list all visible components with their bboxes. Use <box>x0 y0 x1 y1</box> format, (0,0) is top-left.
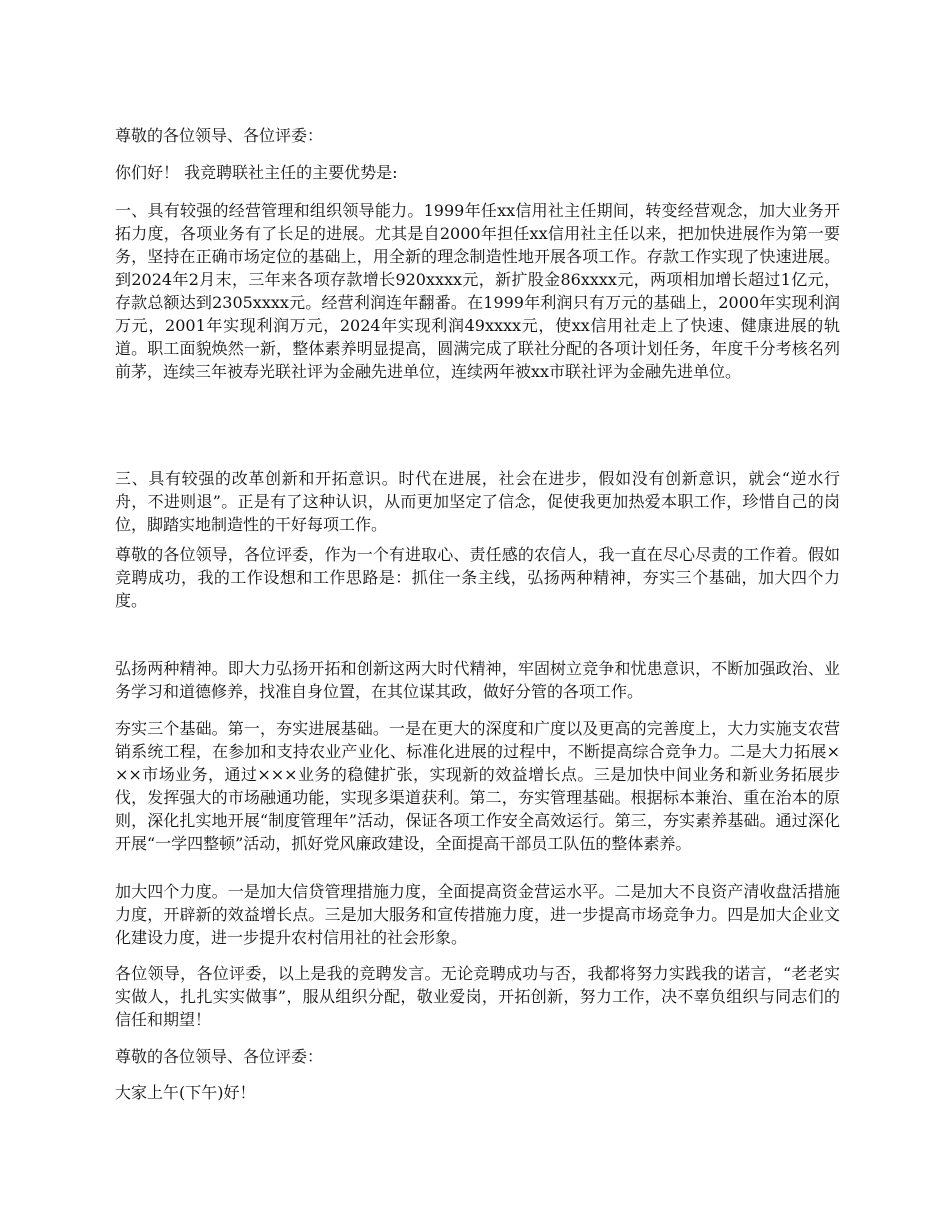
second-salutation: 尊敬的各位领导、各位评委： <box>115 1047 324 1066</box>
two-spirits-paragraph: 弘扬两种精神。即大力弘扬开拓和创新这两大时代精神，牢固树立竞争和忧患意识，不断加强政治、业务学习和道德修养，找准自身位置，在其位谋其政，做好分管的各项工作。 <box>115 659 840 701</box>
greeting-paragraph: 你们好！ 我竞聘联社主任的主要优势是: <box>115 163 398 182</box>
closing-paragraph: 各位领导，各位评委，以上是我的竞聘发言。无论竞聘成功与否，我都将努力实践我的诺言，“老老实实做人，扎扎实实做事”，服从组织分配，敬业爱岗，开拓创新，努力工作，决不辜负组织与同志们的信任和期望！ <box>115 964 840 1029</box>
salutation: 尊敬的各位领导、各位评委： <box>115 126 324 145</box>
second-greeting: 大家上午(下午)好！ <box>115 1083 256 1102</box>
advantage-one-paragraph: 一、具有较强的经营管理和组织领导能力。1999年任xx信用社主任期间，转变经营观念，加大业务开拓力度，各项业务有了长足的进展。尤其是自2000年担任xx信用社主任以来，把加快进展作为第一要务，坚持在正确市场定位的基础上，用全新的理念制造性地开展各项工作。存款工作实现了快速进展。到2024年2月末，三年来各项存款增长920xxxx元，新扩股金86xxxx元，两项相加增长超过1亿元，存款总额达到2305xxxx元。经营利润连年翻番。在1999年利润只有万元的基础上，2000年实现利润万元，2001年实现利润万元，2024年实现利润49xxxx元，使xx信用社走上了快速、健康进展的轨道。职工面貌焕然一新，整体素养明显提高，圆满完成了联社分配的各项计划任务，年度千分考核名列前茅，连续三年被寿光联社评为金融先进单位，连续两年被xx市联社评为金融先进单位。 <box>115 201 840 381</box>
work-plan-intro-paragraph: 尊敬的各位领导，各位评委，作为一个有进取心、责任感的农信人，我一直在尽心尽责的工作着。假如竞聘成功，我的工作设想和工作思路是：抓住一条主线，弘扬两种精神，夯实三个基础，加大四个力度。 <box>115 545 840 610</box>
four-efforts-paragraph: 加大四个力度。一是加大信贷管理措施力度，全面提高资金营运水平。二是加大不良资产清收盘活措施力度，开辟新的效益增长点。三是加大服务和宣传措施力度，进一步提高市场竞争力。四是加大企业文化建设力度，进一步提升农村信用社的社会形象。 <box>115 882 840 947</box>
three-foundations-paragraph: 夯实三个基础。第一，夯实进展基础。一是在更大的深度和广度以及更高的完善度上，大力实施支农营销系统工程，在参加和支持农业产业化、标准化进展的过程中，不断提高综合竞争力。二是大力拓展×××市场业务，通过×××业务的稳健扩张，实现新的效益增长点。三是加快中间业务和新业务拓展步伐，发挥强大的市场融通功能，实现多渠道获利。第二，夯实管理基础。根据标本兼治、重在治本的原则，深化扎实地开展“制度管理年”活动，保证各项工作安全高效运行。第三，夯实素养基础。通过深化开展“一学四整顿”活动，抓好党风廉政建设，全面提高干部员工队伍的整体素养。 <box>115 719 840 853</box>
advantage-three-paragraph: 三、具有较强的改革创新和开拓意识。时代在进展，社会在进步，假如没有创新意识，就会“逆水行舟，不进则退”。正是有了这种认识，从而更加坚定了信念，促使我更加热爱本职工作，珍惜自己的岗位，脚踏实地制造性的干好每项工作。 <box>115 469 840 534</box>
